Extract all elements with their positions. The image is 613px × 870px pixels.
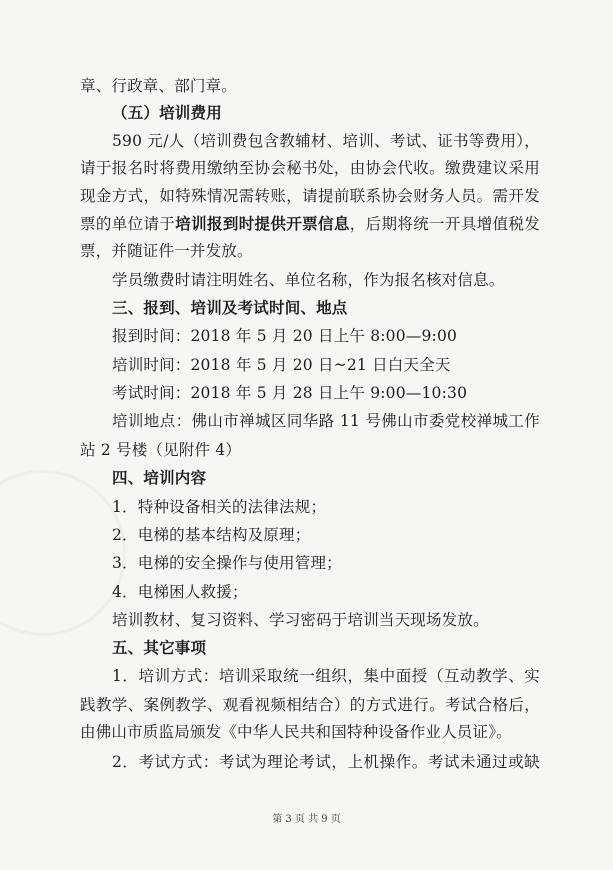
faint-stamp-mark [0, 470, 126, 636]
text-line: 请于报名时将费用缴纳至协会秘书处，由协会代收。缴费建议采用 [80, 159, 540, 177]
text-line: 章、行政章、部门章。 [80, 77, 238, 95]
list-item: 2．电梯的基本结构及原理； [112, 526, 311, 544]
text-line: 践教学、案例教学、观看视频相结合）的方式进行。考试合格后， [80, 696, 540, 714]
list-item: 3．电梯的安全操作与使用管理； [112, 554, 342, 572]
text-line: 1．培训方式：培训采取统一组织，集中面授（互动教学、实 [112, 667, 540, 685]
list-item: 1．特种设备相关的法律法规； [112, 498, 327, 516]
text-line: 学员缴费时请注明姓名、单位名称，作为报名核对信息。 [112, 271, 505, 289]
text-line: 培训教材、复习资料、学习密码于培训当天现场发放。 [112, 611, 489, 629]
text-span: 票的单位请于 [80, 215, 176, 233]
text-line: 培训时间：2018 年 5 月 20 日~21 日白天全天 [112, 356, 451, 374]
page-number-footer: 第 3 页 共 9 页 [272, 814, 341, 825]
text-line: 590 元/人（培训费包含教辅材、培训、考试、证书等费用）， [112, 132, 540, 150]
text-line-invoice [80, 214, 540, 234]
text-line: 报到时间：2018 年 5 月 20 日上午 8:00—9:00 [112, 327, 458, 345]
section-heading-schedule: 三、报到、培训及考试时间、地点 [112, 298, 348, 317]
section-heading-other: 五、其它事项 [112, 638, 207, 657]
list-item: 4．电梯困人救援； [112, 583, 248, 601]
text-line: 站 2 号楼（见附件 4） [80, 441, 242, 459]
text-line: 票，并随证件一并发放。 [80, 242, 253, 260]
text-line: 培训地点：佛山市禅城区同华路 11 号佛山市委党校禅城工作 [112, 412, 540, 430]
text-line: 考试时间：2018 年 5 月 28 日上午 9:00—10:30 [112, 384, 468, 402]
section-heading-fees: （五）培训费用 [112, 103, 222, 122]
bold-invoice-note: 培训报到时提供开票信息 [175, 214, 350, 233]
section-heading-content: 四、培训内容 [112, 468, 207, 487]
text-line: 2．考试方式：考试为理论考试，上机操作。考试未通过或缺 [112, 753, 540, 771]
text-line: 现金方式，如特殊情况需转账，请提前联系协会财务人员。需开发 [80, 187, 540, 205]
text-line: 由佛山市质监局颁发《中华人民共和国特种设备作业人员证》。 [80, 723, 512, 741]
text-span: ，后期将统一开具增值税发 [349, 215, 541, 233]
